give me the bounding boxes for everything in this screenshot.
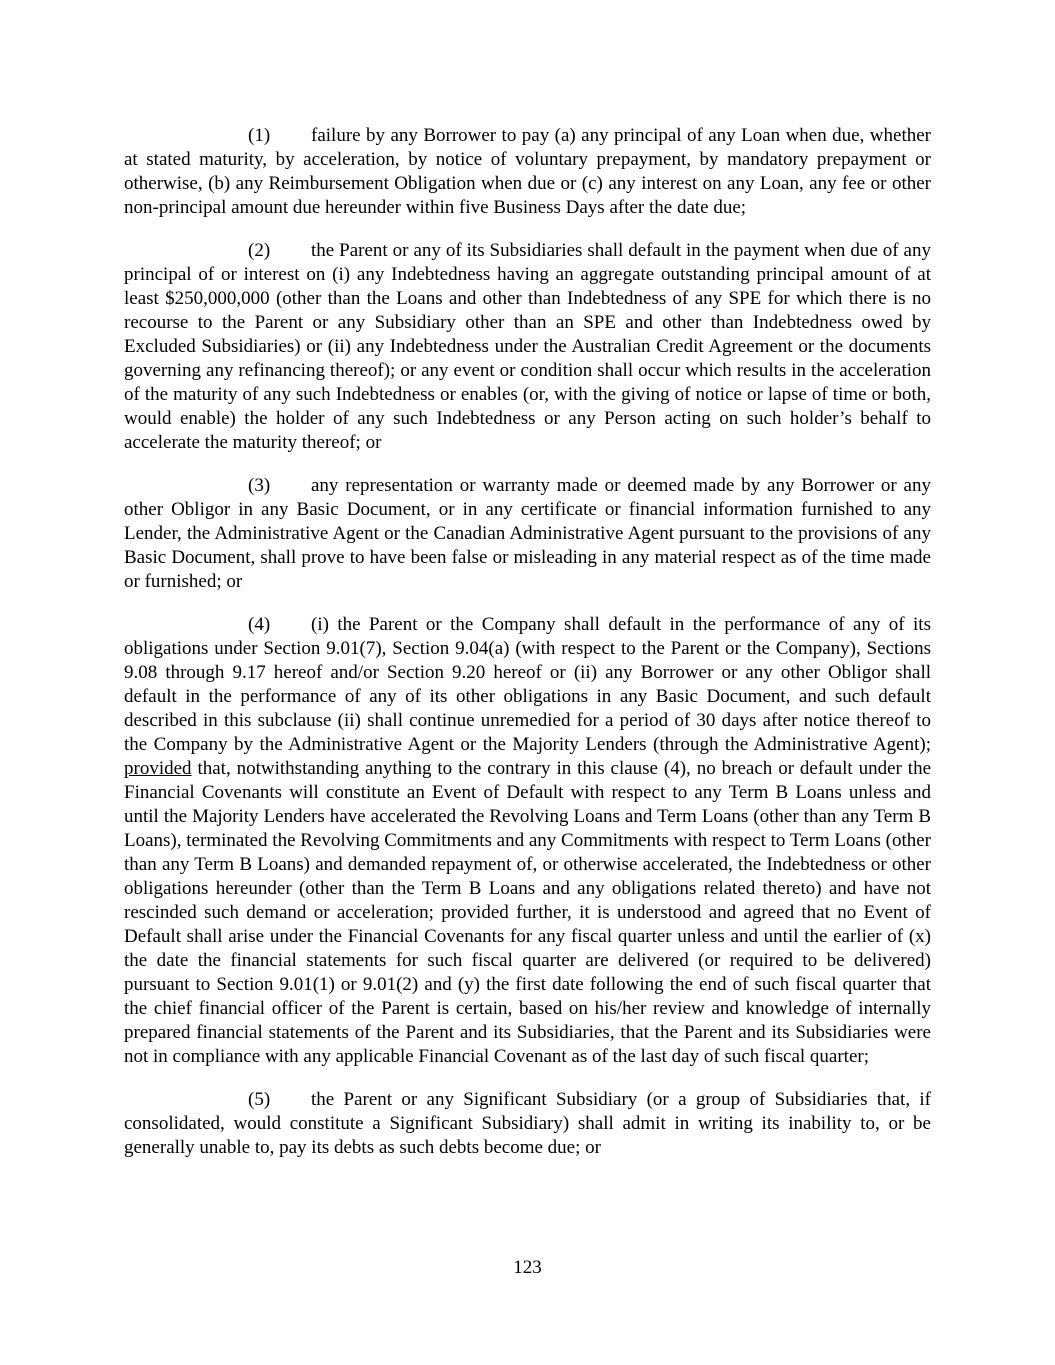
clause-number: (3) [248, 475, 271, 496]
clause-5 [124, 1088, 931, 1160]
clause-text: the Parent or any of its Subsidiaries shall default in the payment when due of any principal of or interest on (i) any Indebtedness having an aggregate outstanding principal amount of at least $250,000,000 (other than the Loans and other than Indebtedness of any SPE for which there is no recourse to the Parent or any Subsidiary other than an SPE and other than Indebtedness owed by Excluded Subsidiaries) or (ii) any Indebtedness under the Australian Credit Agreement or the documents governing any refinancing thereof); or any event or condition shall occur which results in the acceleration of the maturity of any such Indebtedness or enables (or, with the giving of notice or lapse of time or both, would enable) the holder of any such Indebtedness or any Person acting on such holder’s behalf to accelerate the maturity thereof; or [124, 240, 931, 453]
clause-number: (2) [248, 240, 271, 261]
document-page [124, 124, 931, 1179]
clause-1 [124, 124, 931, 220]
clause-text-continued: that, notwithstanding anything to the contrary in this clause (4), no breach or default under the Financial Covenants will constitute an Event of Default with respect to any Term B Loans unless and until the Majority Lenders have accelerated the Revolving Loans and Term Loans (other than any Term B Loans), terminated the Revolving Commitments and any Commitments with respect to Term Loans (other than any Term B Loans) and demanded repayment of, or otherwise accelerated, the Indebtedness or other obligations hereunder (other than the Term B Loans and any obligations related thereto) and have not rescinded such demand or acceleration; provided further, it is understood and agreed that no Event of Default shall arise under the Financial Covenants for any fiscal quarter unless and until the earlier of (x) the date the financial statements for such fiscal quarter are delivered (or required to be delivered) pursuant to Section 9.01(1) or 9.01(2) and (y) the first date following the end of such fiscal quarter that the chief financial officer of the Parent is certain, based on his/her review and knowledge of internally prepared financial statements of the Parent and its Subsidiaries, that the Parent and its Subsidiaries were not in compliance with any applicable Financial Covenant as of the last day of such fiscal quarter; [124, 758, 931, 1067]
clause-4 [124, 613, 931, 1069]
underlined-term: provided [124, 758, 192, 779]
clause-text: the Parent or any Significant Subsidiary (or a group of Subsidiaries that, if consolidated, would constitute a Significant Subsidiary) shall admit in writing its inability to, or be generally unable to, pay its debts as such debts become due; or [124, 1089, 931, 1158]
clause-number: (4) [248, 614, 271, 635]
clause-3 [124, 474, 931, 594]
clause-text: (i) the Parent or the Company shall default in the performance of any of its obligations under Section 9.01(7), Section 9.04(a) (with respect to the Parent or the Company), Sections 9.08 through 9.17 hereof and/or Section 9.20 hereof or (ii) any Borrower or any other Obligor shall default in the performance of any of its other obligations in any Basic Document, and such default described in this subclause (ii) shall continue unremedied for a period of 30 days after notice thereof to the Company by the Administrative Agent or the Majority Lenders (through the Administrative Agent); [124, 614, 931, 755]
clause-text: any representation or warranty made or deemed made by any Borrower or any other Obligor in any Basic Document, or in any certificate or financial information furnished to any Lender, the Administrative Agent or the Canadian Administrative Agent pursuant to the provisions of any Basic Document, shall prove to have been false or misleading in any material respect as of the time made or furnished; or [124, 475, 931, 592]
clause-number: (5) [248, 1089, 271, 1110]
clause-number: (1) [248, 125, 271, 146]
clause-2 [124, 239, 931, 455]
clause-text: failure by any Borrower to pay (a) any principal of any Loan when due, whether at stated maturity, by acceleration, by notice of voluntary prepayment, by mandatory prepayment or otherwise, (b) any Reimbursement Obligation when due or (c) any interest on any Loan, any fee or other non-principal amount due hereunder within five Business Days after the date due; [124, 125, 931, 218]
page-number: 123 [513, 1257, 542, 1278]
